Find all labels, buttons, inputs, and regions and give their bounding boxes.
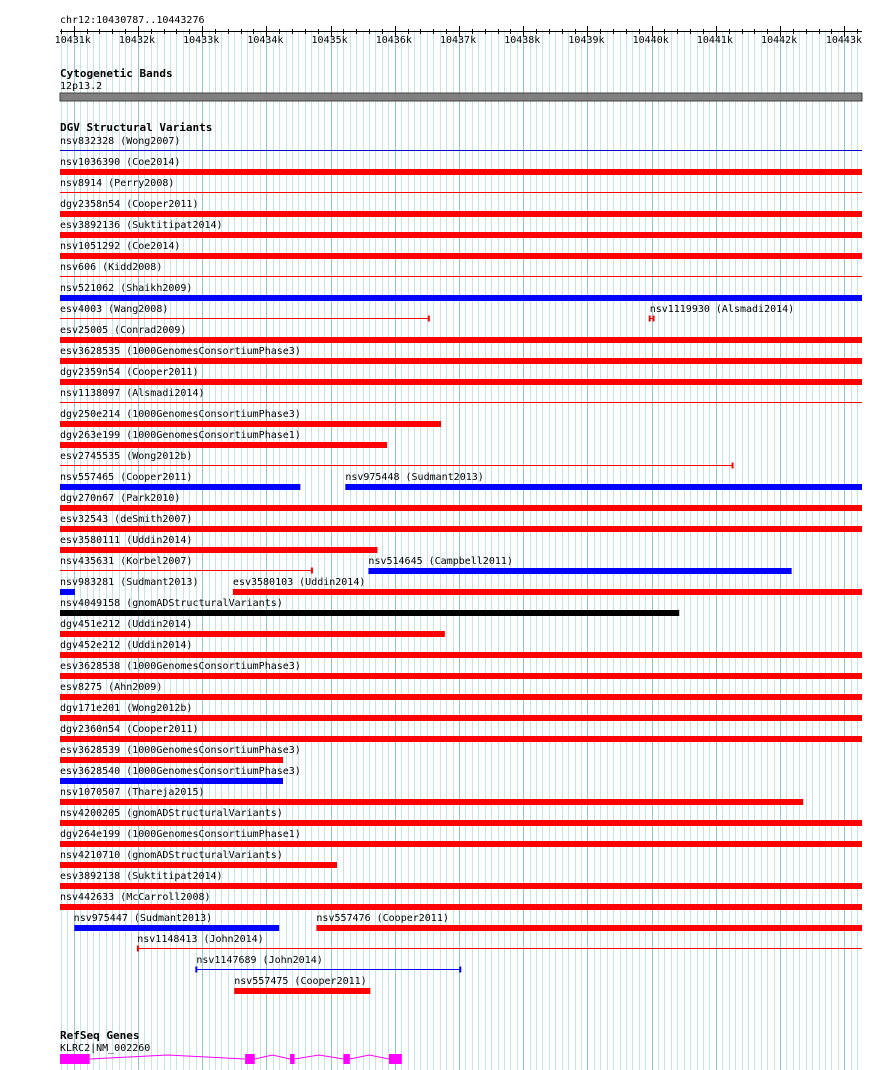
ruler-tick-label: 10437k — [439, 35, 477, 46]
sv-feature-bar[interactable] — [60, 484, 300, 490]
sv-feature-bar[interactable] — [60, 358, 862, 364]
ruler-tick-label: 10438k — [504, 35, 541, 46]
sv-feature-bar[interactable] — [74, 925, 279, 931]
sv-feature-bar[interactable] — [234, 988, 370, 994]
sv-feature-label[interactable]: nsv975448 (Sudmant2013) — [345, 472, 484, 483]
sv-feature-label[interactable]: nsv983281 (Sudmant2013) — [60, 577, 199, 588]
cytoband-track-title[interactable]: Cytogenetic Bands — [60, 67, 173, 80]
sv-feature-label[interactable]: nsv4200205 (gnomADStructuralVariants) — [60, 808, 283, 819]
sv-feature-bar[interactable] — [316, 925, 862, 931]
sv-feature-label[interactable]: nsv557475 (Cooper2011) — [234, 976, 367, 987]
sv-feature-bar[interactable] — [60, 505, 862, 511]
sv-feature-bar[interactable] — [60, 610, 679, 616]
sv-feature-bar[interactable] — [60, 799, 803, 805]
ruler-tick-label: 10433k — [183, 35, 220, 46]
sv-feature-bar[interactable] — [60, 547, 377, 553]
sv-feature-label[interactable]: nsv606 (Kidd2008) — [60, 262, 163, 273]
ruler-tick-label: 10440k — [632, 35, 669, 46]
sv-feature-label[interactable]: esv2745535 (Wong2012b) — [60, 451, 193, 462]
sv-feature-label[interactable]: esv3580103 (Uddin2014) — [232, 577, 366, 588]
sv-feature-label[interactable]: esv3628538 (1000GenomesConsortiumPhase3) — [60, 661, 301, 672]
exon-block[interactable] — [245, 1054, 255, 1064]
sv-feature-label[interactable]: nsv521062 (Shaikh2009) — [60, 283, 193, 294]
ruler-tick-label: 10435k — [311, 35, 348, 46]
sv-feature-bar[interactable] — [60, 673, 862, 679]
sv-feature-label[interactable]: esv25005 (Conrad2009) — [60, 325, 187, 336]
exon-block[interactable] — [290, 1054, 294, 1064]
sv-feature-bar[interactable] — [345, 484, 862, 490]
ruler-tick-label: 10441k — [696, 35, 733, 46]
sv-feature-label[interactable]: nsv975447 (Sudmant2013) — [73, 913, 213, 924]
refseq-track-title[interactable]: RefSeq Genes — [60, 1029, 140, 1042]
sv-feature-label[interactable]: nsv1138097 (Alsmadi2014) — [60, 388, 205, 399]
sv-feature-bar[interactable] — [60, 904, 862, 910]
sv-feature-label[interactable]: nsv1147689 (John2014) — [196, 955, 323, 966]
sv-feature-bar[interactable] — [60, 883, 862, 889]
sv-feature-label[interactable]: dgv2358n54 (Cooper2011) — [60, 199, 199, 210]
sv-feature-bar[interactable] — [60, 442, 387, 448]
sv-feature-label[interactable]: nsv1051292 (Coe2014) — [60, 241, 181, 252]
sv-feature-label[interactable]: nsv832328 (Wong2007) — [60, 136, 181, 147]
sv-feature-label[interactable]: nsv435631 (Korbel2007) — [60, 556, 193, 567]
sv-feature-bar[interactable] — [233, 589, 862, 595]
sv-feature-label[interactable]: esv8275 (Ahn2009) — [60, 682, 163, 693]
sv-feature-label[interactable]: esv3580111 (Uddin2014) — [60, 535, 193, 546]
sv-feature-bar[interactable] — [60, 232, 862, 238]
ruler-tick-label: 10439k — [568, 35, 605, 46]
sv-feature-label[interactable]: nsv1036390 (Coe2014) — [60, 157, 181, 168]
sv-feature-label[interactable]: dgv451e212 (Uddin2014) — [60, 619, 193, 630]
exon-block[interactable] — [60, 1054, 90, 1064]
cytoband-label: 12p13.2 — [60, 81, 103, 92]
sv-feature-label[interactable]: nsv442633 (McCarroll2008) — [60, 892, 211, 903]
sv-feature-bar[interactable] — [60, 526, 862, 532]
sv-feature-label[interactable]: esv3628535 (1000GenomesConsortiumPhase3) — [60, 346, 301, 357]
sv-feature-label[interactable]: nsv8914 (Perry2008) — [60, 178, 175, 189]
ruler-tick-label: 10434k — [247, 35, 284, 46]
sv-feature-label[interactable]: esv32543 (deSmith2007) — [60, 514, 193, 525]
sv-feature-bar[interactable] — [60, 694, 862, 700]
cytoband-bar[interactable] — [60, 93, 862, 101]
ruler-tick-label: 10442k — [761, 35, 798, 46]
sv-feature-label[interactable]: nsv557476 (Cooper2011) — [316, 913, 449, 924]
dgv-track-title[interactable]: DGV Structural Variants — [60, 121, 213, 134]
sv-feature-bar[interactable] — [60, 295, 862, 301]
exon-block[interactable] — [389, 1054, 402, 1064]
sv-feature-label[interactable]: esv3892138 (Suktitipat2014) — [60, 871, 223, 882]
sv-feature-label[interactable]: nsv1119930 (Alsmadi2014) — [649, 304, 795, 315]
ruler-tick-label: 10432k — [118, 35, 156, 46]
sv-feature-label[interactable]: dgv250e214 (1000GenomesConsortiumPhase3) — [60, 409, 301, 420]
sv-feature-label[interactable]: nsv557465 (Cooper2011) — [60, 472, 193, 483]
sv-feature-bar[interactable] — [60, 631, 445, 637]
sv-feature-bar[interactable] — [60, 379, 862, 385]
sv-feature-label[interactable]: dgv171e201 (Wong2012b) — [60, 703, 193, 714]
ruler-tick-label: 10443k — [825, 35, 862, 46]
sv-feature-label[interactable]: nsv514645 (Campbell2011) — [368, 556, 513, 567]
sv-feature-label[interactable]: esv3892136 (Suktitipat2014) — [60, 220, 223, 231]
sv-feature-bar[interactable] — [60, 169, 862, 175]
sv-feature-bar[interactable] — [60, 337, 862, 343]
sv-feature-bar[interactable] — [60, 820, 862, 826]
sv-feature-bar[interactable] — [60, 736, 862, 742]
sv-feature-bar[interactable] — [368, 568, 791, 574]
sv-feature-label[interactable]: esv3628539 (1000GenomesConsortiumPhase3) — [60, 745, 301, 756]
ruler-location: chr12:10430787..10443276 — [60, 15, 205, 26]
sv-feature-label[interactable]: nsv4210710 (gnomADStructuralVariants) — [60, 850, 283, 861]
sv-feature-label[interactable]: nsv4049158 (gnomADStructuralVariants) — [60, 598, 283, 609]
sv-feature-bar[interactable] — [60, 715, 862, 721]
sv-feature-bar[interactable] — [60, 778, 283, 784]
exon-block[interactable] — [343, 1054, 349, 1064]
sv-feature-bar[interactable] — [60, 652, 862, 658]
ruler-tick-label: 10436k — [375, 35, 412, 46]
sv-feature-label[interactable]: dgv2360n54 (Cooper2011) — [60, 724, 199, 735]
sv-feature-label[interactable]: dgv263e199 (1000GenomesConsortiumPhase1) — [60, 430, 301, 441]
sv-feature-bar[interactable] — [60, 841, 862, 847]
sv-feature-bar[interactable] — [60, 589, 75, 595]
sv-feature-label[interactable]: dgv452e212 (Uddin2014) — [60, 640, 193, 651]
sv-feature-label[interactable]: esv4003 (Wang2008) — [60, 304, 169, 315]
ruler-tick-label: 10431k — [54, 35, 91, 46]
sv-feature-label[interactable]: nsv1070507 (Thareja2015) — [60, 787, 205, 798]
sv-feature-label[interactable]: dgv264e199 (1000GenomesConsortiumPhase1) — [60, 829, 301, 840]
sv-feature-bar[interactable] — [60, 253, 862, 259]
sv-feature-label[interactable]: esv3628540 (1000GenomesConsortiumPhase3) — [60, 766, 301, 777]
sv-feature-label[interactable]: dgv270n67 (Park2010) — [60, 493, 181, 504]
sv-feature-bar[interactable] — [60, 421, 441, 427]
sv-feature-bar[interactable] — [60, 862, 337, 868]
sv-feature-label[interactable]: nsv1148413 (John2014) — [137, 934, 264, 945]
sv-feature-bar[interactable] — [60, 757, 283, 763]
gene-label[interactable]: KLRC2|NM_002260 — [60, 1043, 151, 1054]
sv-feature-label[interactable]: dgv2359n54 (Cooper2011) — [60, 367, 199, 378]
sv-feature-bar[interactable] — [60, 211, 862, 217]
